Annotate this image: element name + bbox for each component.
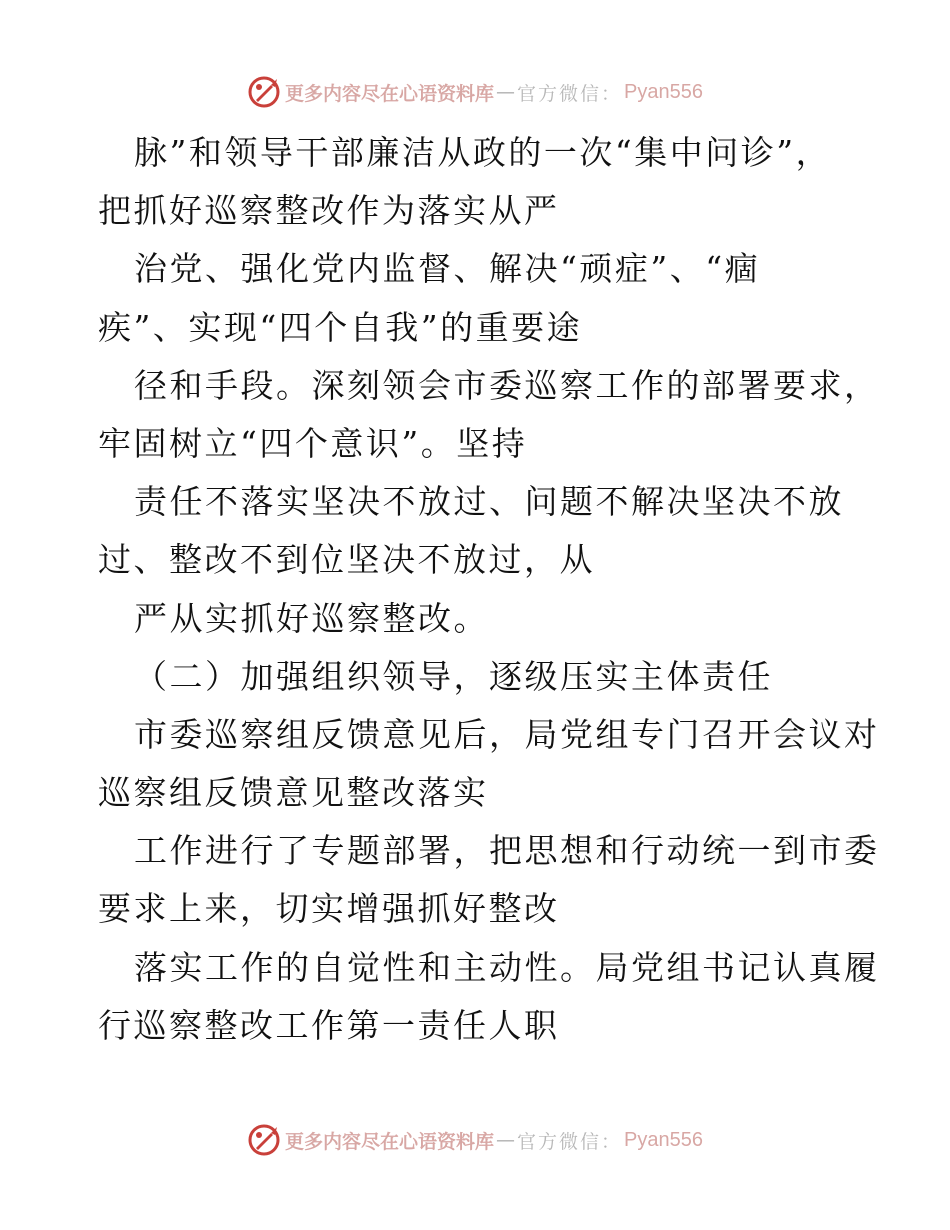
banner-site-name: 更多内容尽在心语资料库 bbox=[285, 1130, 495, 1153]
text-line: 严从实抓好巡察整改。 bbox=[134, 598, 489, 638]
text-line: 径和手段。深刻领会市委巡察工作的部署要求， bbox=[134, 365, 880, 405]
footer-banner bbox=[0, 1120, 950, 1160]
header-banner-content bbox=[247, 75, 703, 109]
text-line: 过、整改不到位坚决不放过，从 bbox=[98, 540, 595, 580]
banner-wechat-label: 官方微信： bbox=[517, 1130, 623, 1153]
section-heading: （二）加强组织领导，逐级压实主体责任 bbox=[134, 656, 773, 696]
text-line: 治党、强化党内监督、解决“顽症”、“痼 bbox=[134, 249, 761, 289]
text-line: 巡察组反馈意见整改落实 bbox=[98, 773, 489, 813]
text-line: 要求上来，切实增强抓好整改 bbox=[98, 889, 560, 929]
quill-logo-icon bbox=[247, 1123, 281, 1157]
quill-logo-icon bbox=[247, 75, 281, 109]
text-line: 落实工作的自觉性和主动性。局党组书记认真履 bbox=[134, 947, 880, 987]
banner-wechat-id: Pyan556 bbox=[624, 80, 703, 103]
banner-separator: — bbox=[496, 1129, 516, 1151]
header-banner bbox=[0, 72, 950, 112]
text-line: 行巡察整改工作第一责任人职 bbox=[98, 1005, 560, 1045]
text-line: 工作进行了专题部署，把思想和行动统一到市委 bbox=[134, 831, 880, 871]
banner-wechat-id: Pyan556 bbox=[624, 1128, 703, 1151]
text-line: 责任不落实坚决不放过、问题不解决坚决不放 bbox=[134, 482, 844, 522]
banner-site-name: 更多内容尽在心语资料库 bbox=[285, 82, 495, 105]
text-line: 脉”和领导干部廉洁从政的一次“集中问诊”， bbox=[134, 133, 832, 172]
footer-banner-content bbox=[247, 1123, 703, 1157]
text-line: 牢固树立“四个意识”。坚持 bbox=[98, 423, 528, 463]
document-body bbox=[98, 124, 880, 1055]
text-line: 市委巡察组反馈意见后，局党组专门召开会议对 bbox=[134, 714, 880, 754]
text-line: 把抓好巡察整改作为落实从严 bbox=[98, 191, 560, 231]
banner-wechat-label: 官方微信： bbox=[517, 82, 623, 105]
text-line: 疾”、实现“四个自我”的重要途 bbox=[98, 307, 583, 347]
banner-separator: — bbox=[496, 81, 516, 103]
